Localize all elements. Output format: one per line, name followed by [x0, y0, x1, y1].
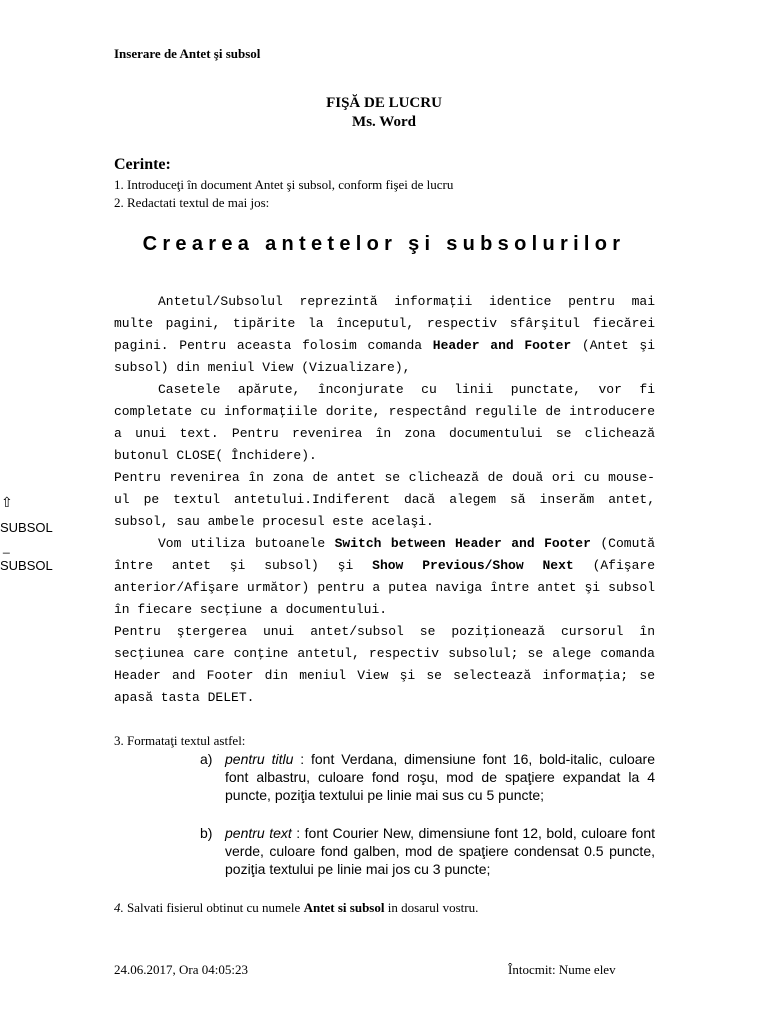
footer-date: 24.06.2017, Ora 04:05:23 — [114, 962, 248, 977]
instruction-text: in dosarul vostru. — [384, 900, 479, 915]
footer-author: Întocmit: Nume elev — [508, 962, 616, 977]
bold-command: Show Previous/Show Next — [372, 558, 574, 573]
title-line-2: Ms. Word — [352, 114, 416, 130]
side-dash: _ — [3, 540, 10, 554]
requirement-item-1: 1. Introduceţi în document Antet şi subsol, conform fişei de lucru — [114, 177, 454, 192]
formatting-item-b — [200, 824, 655, 878]
body-text — [114, 291, 655, 709]
paragraph-2: Casetele apărute, înconjurate cu linii punctate, vor fi completate cu informaţiile dorite, respectând regulile de introducere a unui text. Pentru revenirea în zona documentului se clichează butonul CLOSE( Închidere). — [114, 382, 655, 463]
item-italic: pentru text — [225, 825, 292, 841]
item-text — [225, 824, 655, 878]
page-title — [114, 94, 654, 132]
save-instruction — [114, 900, 478, 916]
requirements-heading: Cerinte: — [114, 156, 171, 173]
formatting-item-a — [200, 750, 655, 804]
item-italic: pentru titlu — [225, 751, 294, 767]
paragraph-text: (Comută între antet şi subsol) şi — [114, 536, 655, 573]
paragraph-text: Antetul/Subsolul reprezintă informaţii identice pentru mai multe pagini, tipărite la începutul, respectiv sfârşitul fiecărei pagini. Pentru aceasta folosim comanda — [114, 294, 655, 353]
item-description: : font Verdana, dimensiune font 16, bold-italic, culoare font albastru, culoare fond roşu, mod de spaţiere expandat la 4 puncte, poziţia textului pe linie mai sus cu 5 puncte; — [225, 751, 655, 803]
paragraph-1 — [114, 291, 655, 379]
paragraph-3: Pentru revenirea în zona de antet se clichează de două ori cu mouse-ul pe textul antetului.Indiferent dacă alegem să inserăm antet, subsol, sau ambele procesul este acelaşi. — [114, 470, 655, 529]
bold-command: Switch between Header and Footer — [334, 536, 591, 551]
side-label-subsol: SUBSOL — [0, 520, 53, 535]
paragraph-text: (Afişare anterior/Afişare următor) pentru a putea naviga între antet şi subsol în fiecare secţiune a documentului. — [114, 558, 655, 617]
item-text — [225, 750, 655, 804]
paragraph-4 — [114, 533, 655, 621]
document-header: Inserare de Antet şi subsol — [114, 46, 261, 61]
up-arrow-icon: ⇧ — [1, 494, 13, 510]
side-label-subsol: SUBSOL — [0, 558, 53, 573]
item-label: a) — [200, 751, 213, 767]
item-label: b) — [200, 825, 213, 841]
formatting-heading: 3. Formataţi textul astfel: — [114, 733, 246, 748]
paragraph-5: Pentru ştergerea unui antet/subsol se poziţionează cursorul în secţiunea care conţine antetul, respectiv subsolul; se alege comanda Header and Footer din meniul View şi se selectează informaţia; se apasă tasta DELET. — [114, 624, 655, 705]
paragraph-text: (Antet şi subsol) din meniul View (Vizualizare), — [114, 338, 656, 375]
bold-command: Header and Footer — [432, 338, 572, 353]
requirement-item-2: 2. Redactati textul de mai jos: — [114, 195, 270, 210]
instruction-text: Salvati fisierul obtinut cu numele — [123, 900, 304, 915]
item-description: : font Courier New, dimensiune font 12, bold, culoare font verde, culoare fond galben, mod de spaţiere condensat 0.5 puncte, poziţia textului pe linie mai jos cu 3 puncte; — [225, 825, 655, 877]
title-line-1: FIŞĂ DE LUCRU — [326, 95, 442, 111]
section-heading: Crearea antetelor şi subsolurilor — [142, 233, 626, 255]
paragraph-text: Vom utiliza butoanele — [158, 536, 335, 551]
file-name: Antet si subsol — [303, 900, 385, 915]
step-number: 4. — [114, 900, 124, 915]
